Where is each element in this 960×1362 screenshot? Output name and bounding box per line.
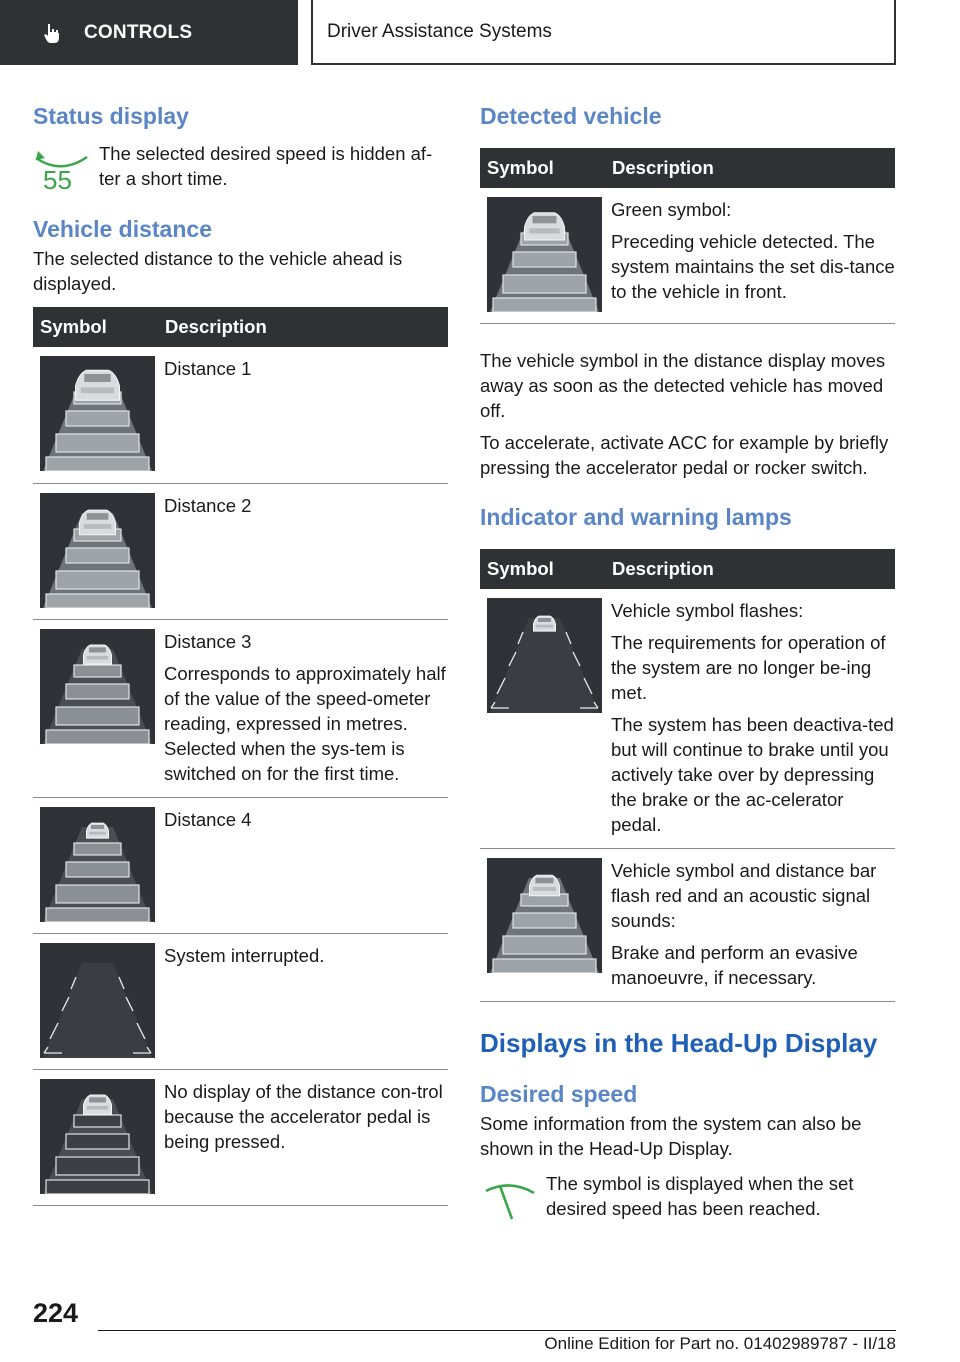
status-display-row xyxy=(33,141,448,198)
distance-display-icon xyxy=(40,807,155,922)
vehicle-distance-heading: Vehicle distance xyxy=(33,215,212,242)
symbol-cell xyxy=(33,483,157,619)
distance-display-icon xyxy=(40,356,155,471)
distance-display-icon xyxy=(487,858,602,973)
distance-display-icon xyxy=(40,1079,155,1194)
accelerate-paragraph: To accelerate, activate ACC for example by briefly pressing the accelerator pedal or rocker switch. xyxy=(480,432,889,479)
lamps-table xyxy=(480,549,895,1002)
symbol-cell xyxy=(33,797,157,933)
hand-pointer-icon xyxy=(40,21,64,45)
indicator-lamps-heading: Indicator and warning lamps xyxy=(480,504,792,531)
status-icon-number: 55 xyxy=(43,164,72,193)
description-text: Brake and perform an evasive manoeuvre, if necessary. xyxy=(611,941,858,988)
description-header: Description xyxy=(604,148,895,188)
description-text: Distance 3 xyxy=(164,630,252,652)
moves-away-paragraph: The vehicle symbol in the distance display moves away as soon as the detected vehicle has moved off. xyxy=(480,350,886,422)
distance-display-icon xyxy=(40,493,155,608)
description-text: Distance 2 xyxy=(164,494,252,516)
left-column xyxy=(33,100,448,1206)
edition-text: Online Edition for Part no. 01402989787 - II/18 xyxy=(544,1334,896,1353)
symbol-cell xyxy=(480,188,604,324)
distance-display-icon xyxy=(487,197,602,312)
vehicle-distance-intro: The selected distance to the vehicle ahead is displayed. xyxy=(33,248,403,295)
description-cell xyxy=(604,188,895,324)
table-row xyxy=(33,619,448,797)
distance-table xyxy=(33,307,448,1206)
hud-heading: Displays in the Head-Up Display xyxy=(480,1027,878,1058)
description-text: Vehicle symbol and distance bar flash red and an acoustic signal sounds: xyxy=(611,859,877,931)
hud-speed-row xyxy=(480,1171,895,1228)
right-column xyxy=(480,100,895,1228)
status-display-heading: Status display xyxy=(33,103,189,129)
table-row xyxy=(33,1069,448,1205)
description-text: Preceding vehicle detected. The system maintains the set dis-tance to the vehicle in front. xyxy=(611,230,895,302)
description-cell xyxy=(604,848,895,1001)
description-header: Description xyxy=(157,307,448,347)
chapter-title: Driver Assistance Systems xyxy=(311,0,896,65)
description-cell xyxy=(157,619,448,797)
footer-divider xyxy=(98,1330,896,1331)
hud-speed-text: The symbol is displayed when the set desired speed has been reached. xyxy=(546,1173,854,1220)
description-cell xyxy=(157,933,448,1069)
description-text: Distance 1 xyxy=(164,358,252,380)
description-text: Vehicle symbol flashes: xyxy=(611,599,804,621)
table-row xyxy=(33,797,448,933)
symbol-cell xyxy=(33,619,157,797)
distance-display-icon xyxy=(40,943,155,1058)
symbol-cell xyxy=(33,1069,157,1205)
distance-display-icon xyxy=(40,629,155,744)
symbol-cell xyxy=(480,848,604,1001)
symbol-cell xyxy=(480,589,604,849)
table-row xyxy=(480,848,895,1001)
desired-speed-icon xyxy=(33,141,99,198)
symbol-header: Symbol xyxy=(480,549,604,589)
symbol-cell xyxy=(33,347,157,483)
distance-display-icon xyxy=(487,598,602,713)
table-row xyxy=(480,589,895,849)
hud-desired-speed-icon xyxy=(480,1171,546,1228)
description-text: The system has been deactiva-ted but will continue to brake until you actively take over by depressing the brake or the ac-celerator pedal. xyxy=(611,713,894,835)
detected-vehicle-heading: Detected vehicle xyxy=(480,103,662,129)
symbol-cell xyxy=(33,933,157,1069)
table-row xyxy=(480,188,895,324)
description-text: System interrupted. xyxy=(164,944,325,966)
symbol-header: Symbol xyxy=(33,307,157,347)
description-cell xyxy=(157,1069,448,1205)
description-cell xyxy=(157,797,448,933)
table-row xyxy=(33,933,448,1069)
section-title: CONTROLS xyxy=(84,21,193,43)
symbol-header: Symbol xyxy=(480,148,604,188)
desired-speed-intro: Some information from the system can also be shown in the Head-Up Display. xyxy=(480,1113,862,1160)
detected-vehicle-table xyxy=(480,148,895,325)
description-cell xyxy=(157,483,448,619)
status-display-text: The selected desired speed is hidden af-ter a short time. xyxy=(99,142,433,189)
description-text: Distance 4 xyxy=(164,808,252,830)
description-cell xyxy=(157,347,448,483)
table-row xyxy=(33,347,448,483)
description-text: Corresponds to approximately half of the value of the speed-ometer reading, expressed in metres. Selected when the sys-tem is switched on for the first time. xyxy=(164,662,446,784)
description-text: Green symbol: xyxy=(611,198,732,220)
page-number: 224 xyxy=(33,1298,79,1328)
table-row xyxy=(33,483,448,619)
section-tab xyxy=(0,0,298,65)
desired-speed-heading: Desired speed xyxy=(480,1080,638,1107)
description-text: No display of the distance con-trol because the accelerator pedal is being pressed. xyxy=(164,1080,443,1152)
description-header: Description xyxy=(604,549,895,589)
description-cell xyxy=(604,589,895,849)
description-text: The requirements for operation of the system are no longer be-ing met. xyxy=(611,631,886,703)
